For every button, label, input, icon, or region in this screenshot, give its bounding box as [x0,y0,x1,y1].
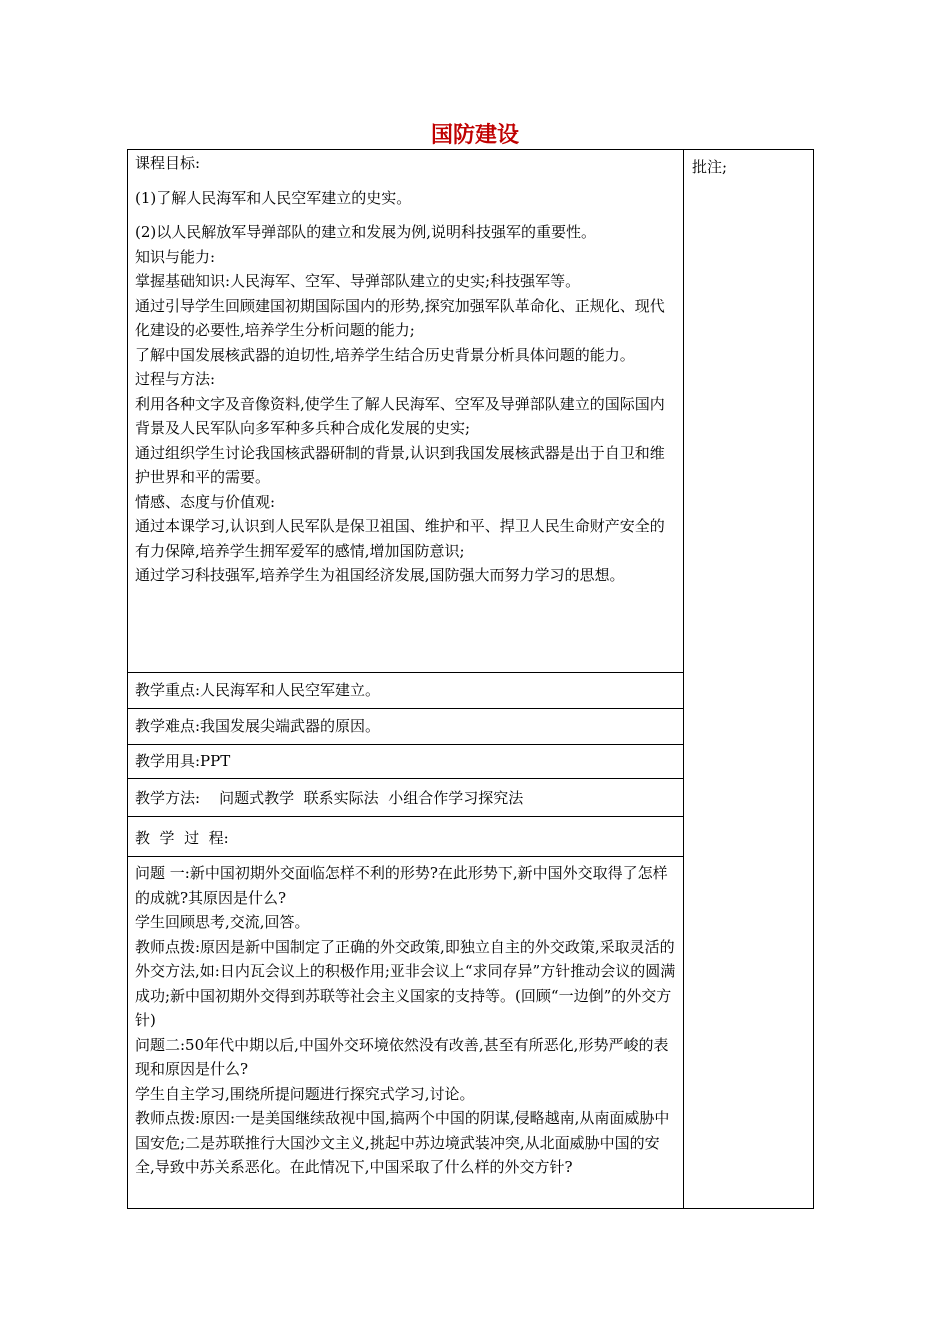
emotion-paragraph: 通过本课学习,认识到人民军队是保卫祖国、维护和平、捍卫人民生命财产安全的有力保障,培养学生拥军爱军的感情,增加国防意识; [135,517,665,560]
emotion-heading: 情感、态度与价值观: [135,492,276,511]
question-1: 问题 一:新中国初期外交面临怎样不利的形势?在此形势下,新中国外交取得了怎样的成就?其原因是什么? [135,864,668,907]
knowledge-paragraph: 掌握基础知识:人民海军、空军、导弹部队建立的史实;科技强军等。 [135,272,581,290]
annotation-label: 批注; [692,158,728,176]
objective-2: (2)以人民解放军导弹部队的建立和发展为例,说明科技强军的重要性。 [135,223,597,241]
document-title: 国防建设 [430,123,519,148]
emotion-paragraph: 通过学习科技强军,培养学生为祖国经济发展,国防强大而努力学习的思想。 [135,566,625,584]
teaching-methods: 教学方法: 问题式教学 联系实际法 小组合作学习探究法 [135,789,524,807]
row-divider [127,778,683,779]
objective-1: (1)了解人民海军和人民空军建立的史实。 [135,188,412,207]
procedure-cell [135,861,679,1180]
teaching-tools: 教学用具:PPT [135,752,231,770]
teacher-guidance-2: 教师点拨:原因:一是美国继续敌视中国,搞两个中国的阴谋,侵略越南,从南面威胁中国安危;二是苏联推行大国沙文主义,挑起中苏边境武装冲突,从北面威胁中国的安全,导致中苏关系恶化。在此情况下,中国采取了什么样的外交方针? [135,1109,670,1176]
row-divider [127,708,683,709]
question-2: 问题二:50年代中期以后,中国外交环境依然没有改善,甚至有所恶化,形势严峻的表现和原因是什么? [135,1035,669,1078]
teacher-guidance-1: 教师点拨:原因是新中国制定了正确的外交政策,即独立自主的外交政策,采取灵活的外交方法,如:日内瓦会议上的积极作用;亚非会议上“求同存异”方针推动会议的圆满成功;新中国初期外交得到苏联等社会主义国家的支持等。(回顾“一边倒”的外交方针) [135,937,676,1029]
procedure-heading: 教 学 过 程: [135,829,229,847]
difficulty: 教学难点:我国发展尖端武器的原因。 [135,717,381,735]
column-divider [683,149,684,1209]
objectives-cell [135,151,679,588]
knowledge-paragraph: 通过引导学生回顾建国初期国际国内的形势,探究加强军队革命化、正规化、现代化建设的必要性,培养学生分析问题的能力; [135,296,665,339]
objectives-heading: 课程目标: [135,154,201,172]
process-heading: 过程与方法: [135,370,216,388]
row-divider [127,816,683,817]
row-divider [127,672,683,673]
knowledge-paragraph: 了解中国发展核武器的迫切性,培养学生结合历史背景分析具体问题的能力。 [135,345,635,364]
process-paragraph: 通过组织学生讨论我国核武器研制的背景,认识到我国发展核武器是出于自卫和维护世界和平的需要。 [135,443,665,486]
row-divider [127,744,683,745]
key-point: 教学重点:人民海军和人民空军建立。 [135,681,381,699]
student-activity-1: 学生回顾思考,交流,回答。 [135,913,310,931]
knowledge-heading: 知识与能力: [135,247,216,266]
student-activity-2: 学生自主学习,围绕所提问题进行探究式学习,讨论。 [135,1084,475,1103]
process-paragraph: 利用各种文字及音像资料,使学生了解人民海军、空军及导弹部队建立的国际国内背景及人民军队向多军种多兵种合成化发展的史实; [135,394,665,437]
row-divider [127,856,683,857]
